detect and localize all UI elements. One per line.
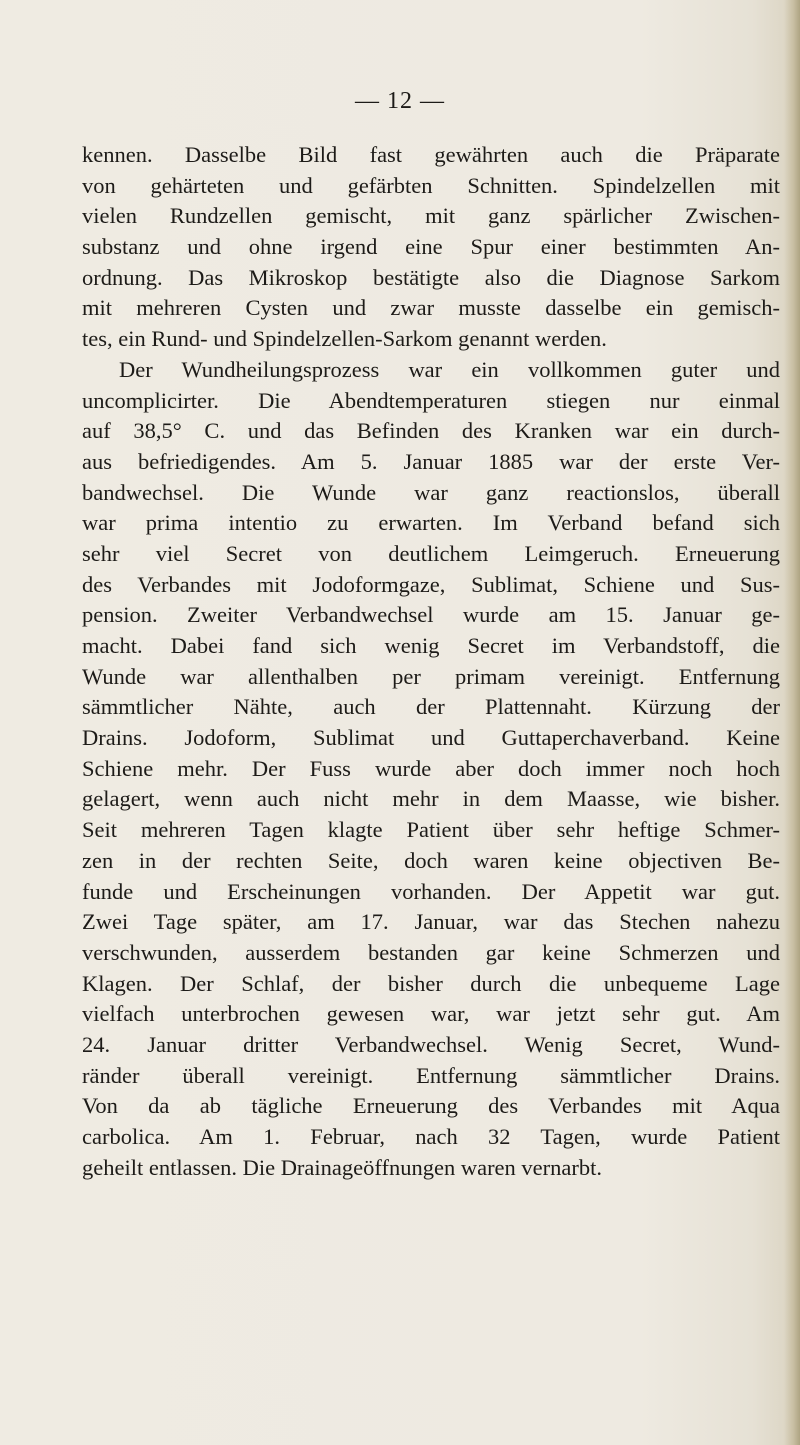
text-line: tes, ein Rund- und Spindelzellen-Sarkom genannt werden.	[82, 326, 607, 352]
text-line: substanz und ohne irgend eine Spur einer bestimmten An-	[82, 234, 780, 260]
text-line: ordnung. Das Mikroskop bestätigte also die Diagnose Sarkom	[82, 264, 780, 290]
text-line: carbolica. Am 1. Februar, nach 32 Tagen, wurde Patient	[82, 1124, 780, 1149]
text-line: aus befriedigendes. Am 5. Januar 1885 war der erste Ver-	[82, 448, 780, 474]
text-line: Zwei Tage später, am 17. Januar, war das Stechen nahezu	[82, 909, 780, 935]
text-line: von gehärteten und gefärbten Schnitten. Spindelzellen mit	[82, 172, 780, 198]
text-line: uncomplicirter. Die Abendtemperaturen stiegen nur einmal	[82, 387, 780, 413]
paragraph-start-line: Der Wundheilungsprozess war ein vollkommen guter und	[119, 356, 780, 382]
text-line: macht. Dabei fand sich wenig Secret im Verbandstoff, die	[82, 633, 780, 658]
body-text	[82, 140, 780, 1183]
text-line: gelagert, wenn auch nicht mehr in dem Maasse, wie bisher.	[82, 786, 780, 812]
text-line: bandwechsel. Die Wunde war ganz reactionslos, überall	[82, 479, 780, 505]
page-number: — 12 —	[355, 88, 445, 114]
text-line: verschwunden, ausserdem bestanden gar keine Schmerzen und	[82, 939, 780, 965]
text-line: vielfach unterbrochen gewesen war, war jetzt sehr gut. Am	[82, 1001, 780, 1027]
text-line: mit mehreren Cysten und zwar musste dasselbe ein gemisch-	[82, 295, 780, 321]
text-line: des Verbandes mit Jodoformgaze, Sublimat, Schiene und Sus-	[82, 571, 780, 597]
text-line: vielen Rundzellen gemischt, mit ganz spärlicher Zwischen-	[82, 203, 780, 229]
page-edge-shadow	[784, 0, 800, 1445]
text-line: pension. Zweiter Verbandwechsel wurde am 15. Januar ge-	[82, 602, 780, 628]
text-line: kennen. Dasselbe Bild fast gewährten auch die Präparate	[82, 142, 780, 167]
text-line: sehr viel Secret von deutlichem Leimgeruch. Erneuerung	[82, 540, 780, 566]
text-line: Wunde war allenthalben per primam vereinigt. Entfernung	[82, 663, 780, 689]
text-line: zen in der rechten Seite, doch waren keine objectiven Be-	[82, 847, 780, 873]
text-line: Klagen. Der Schlaf, der bisher durch die unbequeme Lage	[82, 970, 780, 996]
text-line: Schiene mehr. Der Fuss wurde aber doch immer noch hoch	[82, 755, 780, 781]
text-line: sämmtlicher Nähte, auch der Plattennaht. Kürzung der	[82, 694, 780, 720]
text-line: ränder überall vereinigt. Entfernung sämmtlicher Drains.	[82, 1062, 780, 1088]
text-line: funde und Erscheinungen vorhanden. Der Appetit war gut.	[82, 878, 780, 904]
text-line: Drains. Jodoform, Sublimat und Guttaperchaverband. Keine	[82, 725, 780, 751]
text-line: auf 38,5° C. und das Befinden des Kranken war ein durch-	[82, 418, 780, 444]
text-line: geheilt entlassen. Die Drainageöffnungen waren vernarbt.	[82, 1154, 603, 1180]
text-line: Seit mehreren Tagen klagte Patient über sehr heftige Schmer-	[82, 817, 780, 843]
text-line: Von da ab tägliche Erneuerung des Verbandes mit Aqua	[82, 1093, 780, 1119]
text-line: 24. Januar dritter Verbandwechsel. Wenig Secret, Wund-	[82, 1031, 780, 1057]
text-line: war prima intentio zu erwarten. Im Verband befand sich	[82, 510, 780, 536]
